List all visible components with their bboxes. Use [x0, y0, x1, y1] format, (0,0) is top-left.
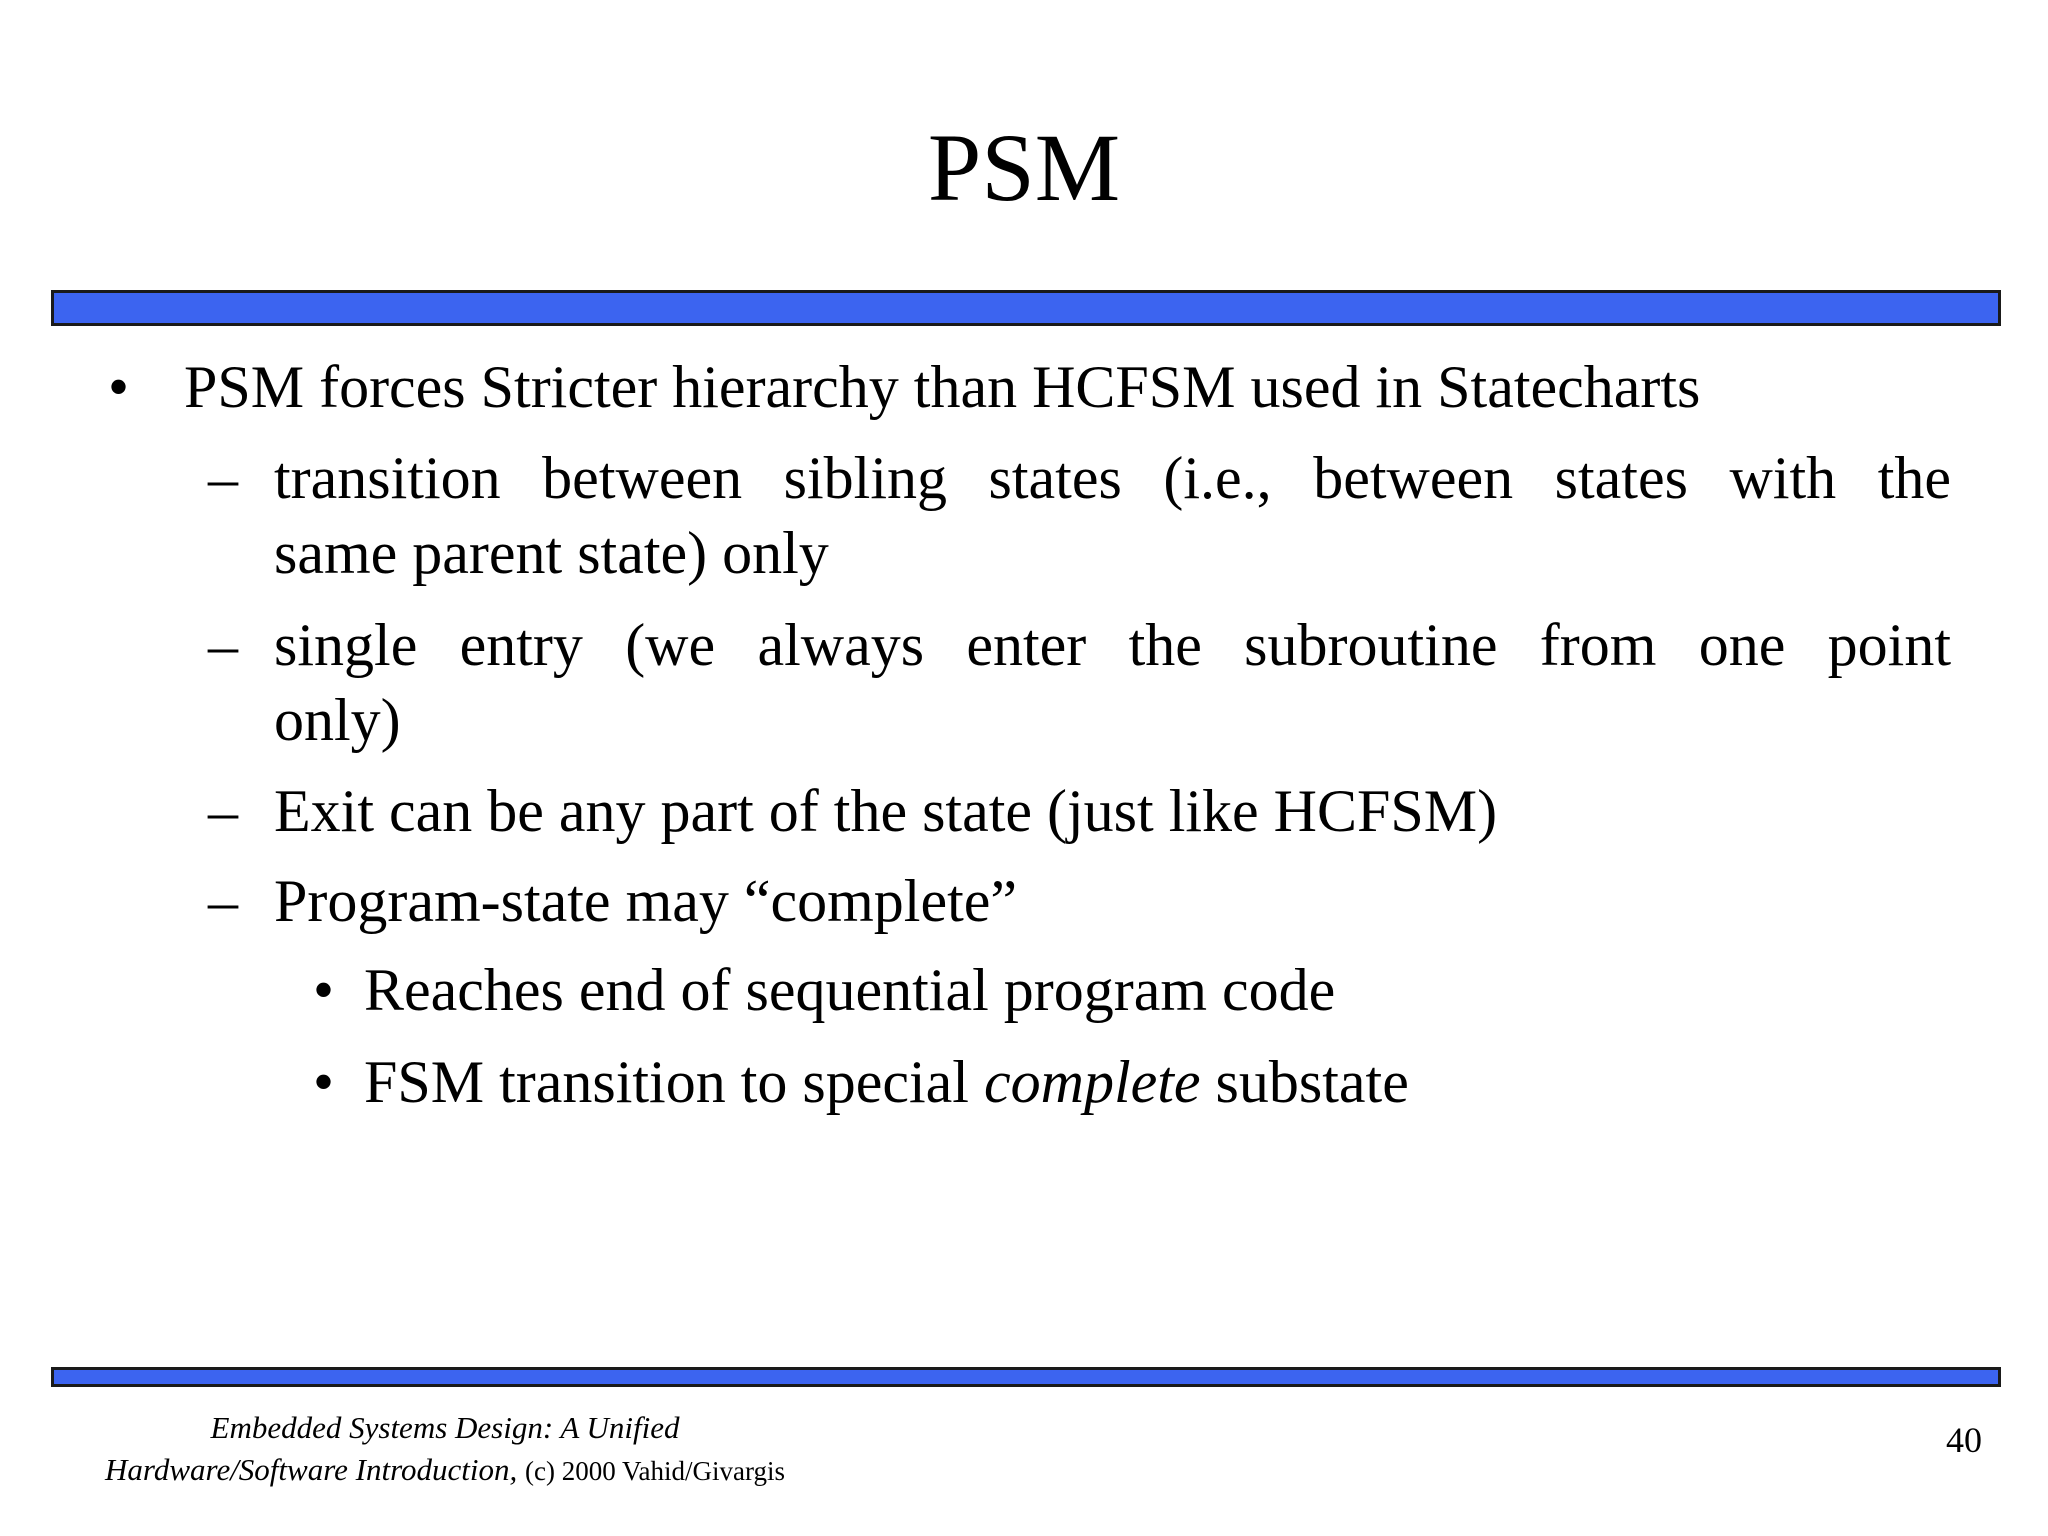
sub-item-1-line-1: transition between sibling states (i.e., between states with the	[274, 445, 1951, 511]
bullet-icon: •	[313, 957, 335, 1023]
sub-sub-item-1: Reaches end of sequential program code	[364, 957, 1336, 1023]
dash-icon: –	[208, 612, 238, 678]
dash-icon: –	[208, 868, 238, 934]
footer-book-title-line-2-row	[0, 1449, 890, 1492]
bullet-icon: •	[313, 1049, 335, 1115]
footer-book-title-line-2: Hardware/Software Introduction,	[105, 1452, 518, 1487]
footer-copyright: (c) 2000 Vahid/Givargis	[524, 1456, 785, 1486]
page-number: 40	[1946, 1420, 1982, 1460]
sub-item-2-line-1: single entry (we always enter the subroutine from one point	[274, 612, 1951, 678]
footer-book-title-line-1: Embedded Systems Design: A Unified	[210, 1410, 680, 1445]
main-bullet-text: PSM forces Stricter hierarchy than HCFSM used in Statecharts	[184, 354, 1701, 420]
sub-item-2-line-2: only)	[274, 687, 401, 753]
sub-item-1-line-2: same parent state) only	[274, 520, 829, 586]
dash-icon: –	[208, 445, 238, 511]
footer-citation	[0, 1407, 890, 1492]
sub-sub-item-2-before: FSM transition to special	[364, 1049, 969, 1115]
sub-sub-item-2-after: substate	[1215, 1049, 1409, 1115]
footer-divider-bar	[51, 1367, 2001, 1387]
bullet-icon: •	[108, 354, 130, 420]
sub-item-3: Exit can be any part of the state (just like HCFSM)	[274, 778, 1498, 844]
sub-sub-item-2-emphasis: complete	[983, 1049, 1201, 1115]
dash-icon: –	[208, 778, 238, 844]
sub-sub-item-2	[364, 1047, 1409, 1117]
sub-item-4: Program-state may “complete”	[274, 868, 1018, 934]
slide-title: PSM	[927, 114, 1121, 221]
